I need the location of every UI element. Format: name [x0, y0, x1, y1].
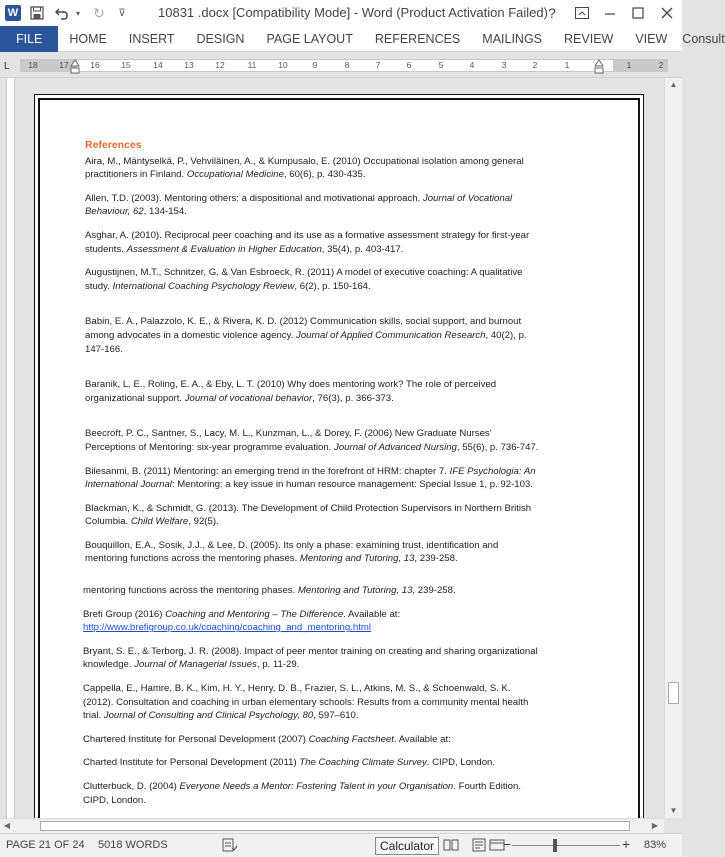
right-indent-marker-icon[interactable]: [594, 58, 604, 74]
ruler-label: 16: [90, 60, 100, 70]
reference-entry: Cappella, E., Hamre, B. K., Kim, H. Y., Henry, D. B., Frazier, S. L., Atkins, M. S., & Schoenwald, S. K. (2012). Consultation and coaching in urban elementary schools: Results from a community mental health trial. Journal of Consulting and Clinical Psychology, 80, 597–610.: [83, 683, 529, 722]
reference-entry: Augustijnen, M.T., Schnitzer, G. & Van Esbroeck, R. (2011) A model of executive coaching: A qualitative study. International Coaching Psychology Review, 6(2), p. 150-164.: [85, 267, 523, 292]
ruler-label: 1: [626, 60, 632, 70]
reference-entry: Blackman, K., & Schmidt, G. (2013). The Development of Child Protection Supervisors in Northern British Columbia. Child Welfare, 92(5).: [85, 502, 532, 528]
zoom-out-icon[interactable]: −: [503, 836, 512, 852]
tab-mailings[interactable]: MAILINGS: [482, 31, 543, 46]
references-content[interactable]: [85, 139, 541, 817]
tab-selector[interactable]: L: [4, 61, 10, 72]
scroll-left-icon[interactable]: ◀: [3, 821, 11, 830]
vertical-scroll-thumb[interactable]: [668, 682, 679, 704]
horizontal-ruler[interactable]: [0, 52, 682, 78]
ruler-label: 4: [469, 60, 475, 70]
reference-entry: Babin, E. A., Palazzolo, K. E., & Rivera, K. D. (2012) Communication skills, social support, and burnout among advocates in a domestic violence agency. Journal of Applied Communication Research, 40(2), p. 147-166.: [85, 316, 527, 355]
ruler-label: 2: [532, 60, 538, 70]
scroll-down-icon[interactable]: ▼: [669, 806, 678, 815]
ruler-label: 5: [438, 60, 444, 70]
help-icon[interactable]: ?: [548, 5, 556, 21]
ruler-label: 14: [153, 60, 163, 70]
ruler-strip: [20, 59, 668, 72]
taskbar-tooltip: Calculator: [375, 837, 439, 855]
reference-entry: Brefi Group (2016) Coaching and Mentoring – The Difference. Available at: http://www.brefigroup.co.uk/coaching/coaching_and_mentoring.html: [83, 608, 401, 634]
ruler-label: 11: [247, 60, 257, 70]
tab-references[interactable]: REFERENCES: [374, 31, 461, 46]
reference-entry: Clutterbuck, D. (2004) Everyone Needs a Mentor: Fostering Talent in your Organisation. Fourth Edition. CIPD, London.: [83, 781, 521, 806]
ribbon-tabs: [0, 26, 725, 52]
reference-entry: Bouquillon, E.A., Sosik, J.J., & Lee, D. (2005). Its only a phase: examining trust, identification and mentoring functions across the mentoring phases. Mentoring and Tutoring, 13, 239-258.: [85, 539, 499, 565]
ruler-label: 15: [121, 60, 131, 70]
indent-marker-icon[interactable]: [70, 58, 80, 74]
scroll-right-icon[interactable]: ▶: [651, 821, 659, 830]
scroll-up-icon[interactable]: ▲: [669, 80, 678, 89]
reference-entry: Baranik, L. E., Roling, E. A., & Eby, L. T. (2010) Why does mentoring work? The role of perceived organizational support. Journal of vocational behavior, 76(3), p. 366-373.: [85, 379, 497, 404]
vertical-scrollbar[interactable]: [664, 78, 682, 818]
minimize-icon[interactable]: [595, 0, 625, 26]
ruler-label: 1: [564, 60, 570, 70]
zoom-in-icon[interactable]: +: [622, 836, 631, 852]
reference-entry: Allen, T.D. (2003). Mentoring others: a dispositional and motivational approach. Journal of Vocational Behaviour, 62, 134-154.: [85, 192, 513, 218]
reference-entry: Aira, M., Mäntyselkä, P., Vehviläinen, A., & Kumpusalo, E. (2010) Occupational isolation among general practitioners in Finland. Occupational Medicine, 60(6), p. 430-435.: [85, 155, 524, 181]
read-mode-icon[interactable]: [443, 838, 459, 855]
ruler-label: 17: [59, 60, 69, 70]
document-area[interactable]: [18, 78, 664, 818]
reference-entry: Charted Institute for Personal Development (2011) The Coaching Climate Survey. CIPD, London.: [83, 757, 496, 769]
tab-insert[interactable]: INSERT: [128, 31, 175, 46]
save-icon[interactable]: [27, 3, 47, 23]
tab-file[interactable]: FILE: [0, 26, 58, 52]
ruler-label: 9: [312, 60, 318, 70]
undo-icon[interactable]: [53, 3, 73, 23]
tab-view[interactable]: VIEW: [635, 31, 668, 46]
reference-entry: Bryant, S. E., & Terborg, J. R. (2008). Impact of peer mentor training on creating and sharing organizational knowledge. Journal of Managerial Issues, p. 11-29.: [83, 645, 538, 671]
ruler-label: 13: [184, 60, 194, 70]
tab-design[interactable]: DESIGN: [196, 31, 245, 46]
ruler-label: 8: [344, 60, 350, 70]
ruler-label: 12: [215, 60, 225, 70]
close-icon[interactable]: [652, 0, 682, 26]
word-count[interactable]: 5018 WORDS: [98, 839, 168, 851]
zoom-level[interactable]: 83%: [644, 839, 667, 851]
reference-entry: Asghar, A. (2010). Reciprocal peer coaching and its use as a formative assessment strategy for first-year students. Assessment & Evaluation in Higher Education, 35(4), p. 403-417.: [85, 229, 530, 255]
title-bar: [0, 0, 682, 26]
brefi-link[interactable]: http://www.brefigroup.co.uk/coaching/coaching_and_mentoring.html: [83, 622, 371, 634]
references-heading: References: [85, 139, 142, 151]
zoom-slider[interactable]: [553, 839, 557, 852]
undo-dropdown-icon[interactable]: ▾: [75, 8, 80, 18]
ribbon-display-options-icon[interactable]: [567, 0, 597, 26]
tab-consult-partial[interactable]: Consult: [682, 31, 725, 46]
word-app-icon[interactable]: W: [5, 5, 21, 21]
ruler-label: 3: [501, 60, 507, 70]
reference-entry: mentoring functions across the mentoring phases. Mentoring and Tutoring, 13, 239-258.: [83, 585, 456, 597]
page-count[interactable]: PAGE 21 OF 24: [6, 839, 85, 851]
ruler-label: 10: [278, 60, 288, 70]
horizontal-scrollbar[interactable]: [0, 818, 664, 833]
customize-toolbar-icon[interactable]: ⊽: [118, 7, 126, 19]
reference-entry: Chartered Institute for Personal Development (2007) Coaching Factsheet. Available at:: [83, 733, 451, 745]
tab-review[interactable]: REVIEW: [564, 31, 614, 46]
status-bar: [0, 833, 682, 857]
redo-icon[interactable]: ↻: [93, 4, 105, 21]
reference-entry: Bilesanmi, B. (2011) Mentoring: an emerging trend in the forefront of HRM: chapter 7. IFE Psychologia: An International Journal: Mentoring: a key issue in human resource management: Special Issue 1, p. 92-103.: [85, 465, 536, 491]
vertical-ruler: [0, 78, 18, 818]
ruler-label: 2: [658, 60, 664, 70]
tab-page-layout[interactable]: PAGE LAYOUT: [266, 31, 353, 46]
ruler-label: 7: [375, 60, 381, 70]
ruler-label: 18: [28, 60, 38, 70]
document-page[interactable]: [34, 94, 644, 834]
window-title: 10831 .docx [Compatibility Mode] - Word (Product Activation Failed): [158, 5, 548, 20]
ruler-label: 6: [406, 60, 412, 70]
maximize-icon[interactable]: [623, 0, 653, 26]
horizontal-scroll-thumb[interactable]: [40, 821, 630, 831]
zoom-track[interactable]: [512, 845, 620, 846]
reference-entry: Beecroft, P. C., Santner, S., Lacy, M. L., Kunzman, L., & Dorey, F. (2006) New Graduate Nurses' Perceptions of Mentoring: six-year programme evaluation. Journal of Advanced Nursing, 55(6), p. 736-747.: [85, 428, 539, 453]
print-layout-icon[interactable]: [471, 838, 487, 855]
tab-home[interactable]: HOME: [69, 31, 107, 46]
proofing-icon[interactable]: [222, 838, 238, 855]
